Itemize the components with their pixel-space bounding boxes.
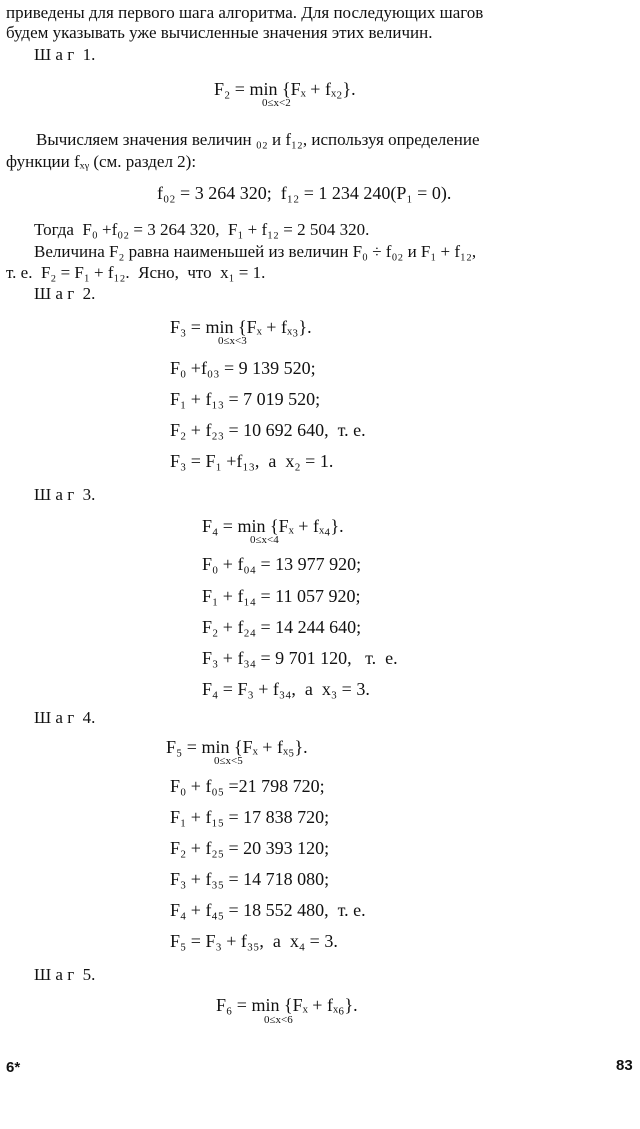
equation-subscript: 0≤x<2 [262,97,291,109]
equation: F₄ = min {Fₓ + fₓ₄}. [202,516,344,536]
equation: F₃ + f₃₅ = 14 718 080; [170,869,330,889]
signature-mark: 6* [6,1059,21,1076]
equation: F₂ + f₂₅ = 20 393 120; [170,838,330,858]
text-line: приведены для первого шага алгоритма. Для последующих шагов [6,3,484,22]
equation: F₅ = min {Fₓ + fₓ₅}. [166,737,308,757]
equation: F₀ + f₀₄ = 13 977 920; [202,554,362,574]
text-line: т. е. F₂ = F₁ + f₁₂. Ясно, что x₁ = 1. [6,263,266,282]
equation: F₁ + f₁₃ = 7 019 520; [170,389,321,409]
text-line: будем указывать уже вычисленные значения этих величин. [6,23,433,42]
step-heading: Ш а г 4. [34,708,96,727]
equation-subscript: 0≤x<5 [214,755,243,767]
equation: F₂ = min {Fₓ + fₓ₂}. [214,79,356,99]
equation: F₄ + f₄₅ = 18 552 480, т. е. [170,900,366,920]
equation: F₂ + f₂₃ = 10 692 640, т. е. [170,420,366,440]
step-heading: Ш а г 1. [34,45,96,64]
equation-subscript: 0≤x<6 [264,1014,293,1026]
equation: F₁ + f₁₅ = 17 838 720; [170,807,330,827]
equation-subscript: 0≤x<4 [250,534,279,546]
step-heading: Ш а г 3. [34,485,96,504]
text-line: Величина F₂ равна наименьшей из величин F₀ ÷ f₀₂ и F₁ + f₁₂, [34,242,477,261]
step-heading: Ш а г 2. [34,284,96,303]
equation: F₆ = min {Fₓ + fₓ₆}. [216,995,358,1015]
equation: F₄ = F₃ + f₃₄, а x₃ = 3. [202,679,370,699]
equation: F₃ + f₃₄ = 9 701 120, т. е. [202,648,398,668]
equation: F₃ = min {Fₓ + fₓ₃}. [170,317,312,337]
equation-subscript: 0≤x<3 [218,335,247,347]
equation: F₅ = F₃ + f₃₅, а x₄ = 3. [170,931,338,951]
text-line: функции fₓᵧ (см. раздел 2): [6,152,197,171]
equation: F₀ +f₀₃ = 9 139 520; [170,358,316,378]
equation: F₃ = F₁ +f₁₃, а x₂ = 1. [170,451,334,471]
text-line: Вычисляем значения величин ₀₂ и f₁₂, используя определение [36,130,480,149]
equation: F₁ + f₁₄ = 11 057 920; [202,586,361,606]
step-heading: Ш а г 5. [34,965,96,984]
text-line: Тогда F₀ +f₀₂ = 3 264 320, F₁ + f₁₂ = 2 504 320. [34,220,370,239]
page-number: 83 [616,1057,633,1074]
equation: F₀ + f₀₅ =21 798 720; [170,776,325,796]
equation: f₀₂ = 3 264 320; f₁₂ = 1 234 240(P₁ = 0). [157,183,452,203]
equation: F₂ + f₂₄ = 14 244 640; [202,617,362,637]
